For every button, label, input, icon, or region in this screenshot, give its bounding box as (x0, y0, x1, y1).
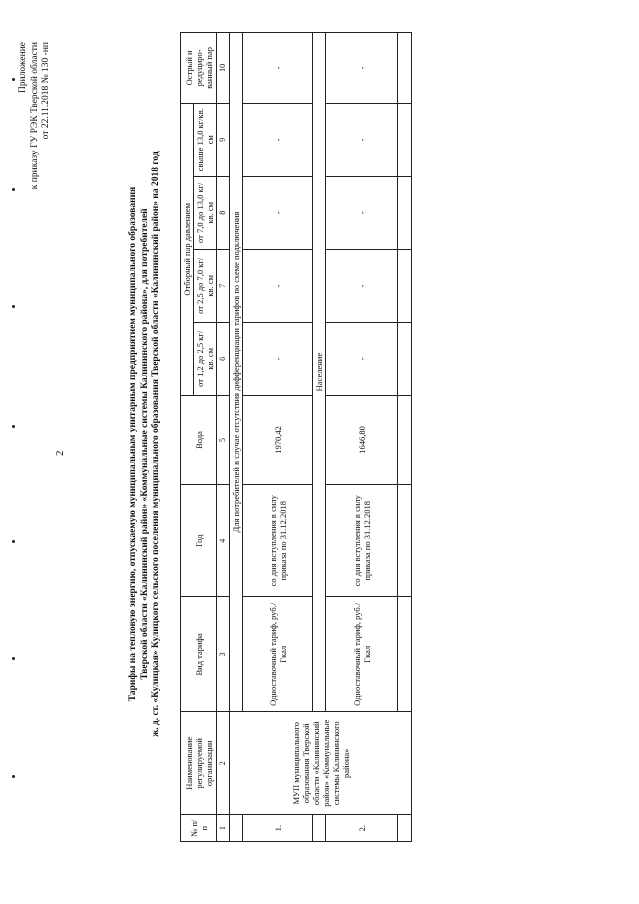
header-water: Вода (181, 395, 217, 484)
title-line-3: ж. д. ст. «Кулицкая» Кулицкого сельского поселения муниципального образования Тверской области «Калининский район» на 2018 год (151, 151, 161, 737)
header-steam-3: от 7,0 до 13,0 кг/кв. см (194, 176, 217, 249)
water-value: 1970,42 (243, 395, 313, 484)
steam-2-value: - (326, 249, 398, 322)
tariff-table (180, 32, 412, 842)
col-index: 4 (217, 485, 230, 597)
water-value: 1646,80 (326, 395, 398, 484)
sharp-steam-value: - (326, 33, 398, 104)
steam-4-value: - (243, 103, 313, 176)
col-index: 10 (217, 33, 230, 104)
tariff-type: Одноставочный тариф, руб./Гкал (326, 597, 398, 712)
header-org: Наименование регулируемой организации (181, 712, 217, 815)
appendix-line-3: от 22.11.2018 № 130 -нп (41, 42, 51, 140)
col-index: 8 (217, 176, 230, 249)
header-tariff-type: Вид тарифа (181, 597, 217, 712)
header-row (181, 33, 194, 842)
appendix-line-1: Приложение (18, 42, 28, 93)
document-title (128, 64, 163, 824)
header-steam-1: от 1,2 до 2,5 кг/кв. см (194, 322, 217, 395)
col-index: 3 (217, 597, 230, 712)
steam-3-value: - (326, 176, 398, 249)
col-index: 1 (217, 815, 230, 842)
appendix-line-2: к приказу ГУ РЭК Тверской области (29, 42, 40, 190)
section-row (230, 33, 243, 842)
col-index: 6 (217, 322, 230, 395)
header-steam-group: Отборный пар давлением (181, 103, 194, 395)
steam-2-value: - (243, 249, 313, 322)
tariff-type: Одноставочный тариф, руб./Гкал (243, 597, 313, 712)
header-num: № п/п (181, 815, 217, 842)
title-line-2: Тверской области «Калининский район» «Коммунальные системы Калининского района», для потребителей (139, 208, 150, 680)
col-index: 7 (217, 249, 230, 322)
header-steam-4: свыше 13,0 кг/кв. см (194, 103, 217, 176)
page-number: 2 (54, 450, 66, 456)
sharp-steam-value: - (243, 33, 313, 104)
tariff-period: со дня вступления в силу приказа по 31.12.2018 (243, 485, 313, 597)
col-index: 5 (217, 395, 230, 484)
col-index: 9 (217, 103, 230, 176)
title-line-1: Тарифы на тепловую энергию, отпускаемую муниципальным унитарным предприятием муниципального образования (128, 186, 138, 702)
section-all-consumers: Для потребителей в случае отсутствия дифференциации тарифов по схеме подключения (230, 33, 243, 712)
steam-4-value: - (326, 103, 398, 176)
header-steam-2: от 2,5 до 7,0 кг/кв. см (194, 249, 217, 322)
organization-name: МУП муниципального образования Тверской области «Калининский район» «Коммунальные системы Калининского района» (230, 712, 412, 815)
steam-3-value: - (243, 176, 313, 249)
section-population: Население (313, 33, 326, 712)
appendix-note (18, 42, 53, 362)
col-index: 2 (217, 712, 230, 815)
header-sharp-steam: Острый и редуциро-ванный пар (181, 33, 217, 104)
steam-1-value: - (326, 322, 398, 395)
column-index-row (217, 33, 230, 842)
header-year: Год (181, 485, 217, 597)
row-num: 2. (326, 815, 398, 842)
steam-1-value: - (243, 322, 313, 395)
row-num: 1. (243, 815, 313, 842)
tariff-period: со дня вступления в силу приказа по 31.12.2018 (326, 485, 398, 597)
